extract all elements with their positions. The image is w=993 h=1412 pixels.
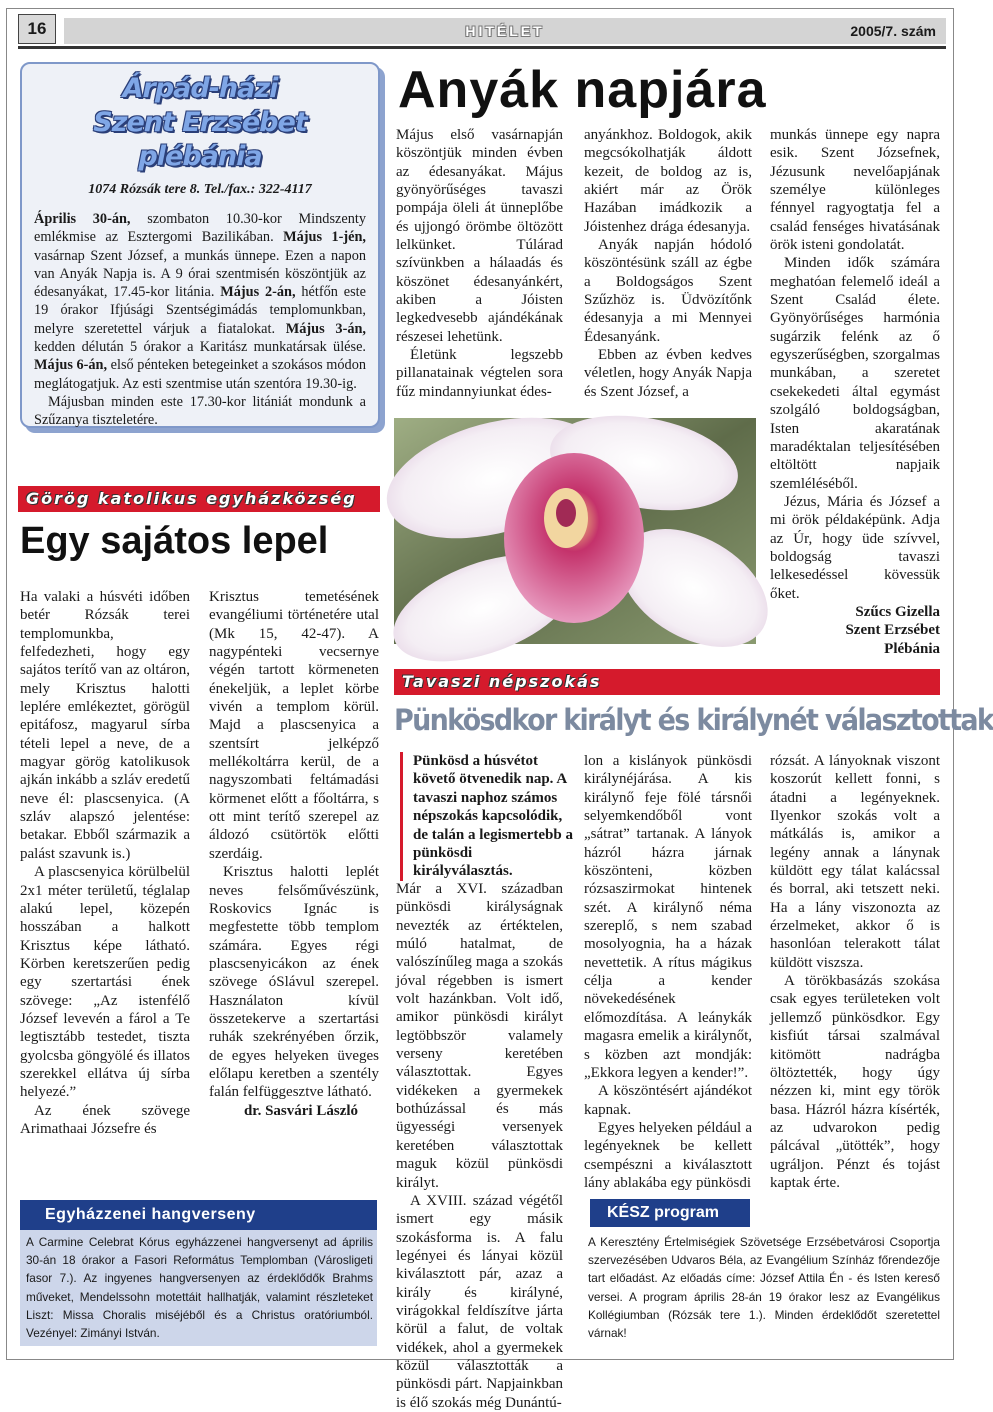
announcement-text: kedden délután 5 órakor a Karitász munkatársak ülése. xyxy=(34,339,366,356)
lepel-column-2 xyxy=(209,588,379,1120)
kesz-text: A Keresztény Értelmiségiek Szövetsége Erzsébetvárosi Csoportja szervezésében Udvaros Béla, az Evangélium Színház főrendezője tart előadást. Az előadás címe: József Attila Én - és Isten kereső versei. A program április 28-án 19 órakor lesz az Evangélikus Kollégiumban (Rózsák tere 1.). Minden érdeklődőt szeretettel várnak! xyxy=(588,1235,940,1341)
paragraph: lon a kislányok pünkösdi királynéjárása. A kis királynő feje fölé társnői selyemkendőből vont „sátrat” tartanak. A lányok házról házra járnak köszönteni, közben rózsaszirmokat hintenek szét. A királynő néma szereplő, s nem szabad mosolyognia, ha a házak nevettetik. A rítus mágikus célja a kender növekedésének előmozdítása. A leánykák magasra emelik a királynőt, s közben azt mondják: „Ekkora legyen a kender!”. xyxy=(584,753,752,1081)
paragraph: rózsát. A lányoknak viszont koszorút kellett fonni, s átadni a legényeknek. Ilyenkor szokás volt a mátkálás is, amikor a legény annak a lánynak küldött egy tálat kalácssal és borral, aki tetszett neki. Ha a lány viszonozta az érzelmeket, akkor ő is hasonlóan telerakott tálat küldött viszsza. xyxy=(770,753,940,971)
orchid-illustration xyxy=(394,418,756,644)
author-signature: dr. Sasvári László xyxy=(243,1102,359,1119)
anyak-column-1 xyxy=(396,126,563,401)
paragraph: Jézus, Mária és József a mi örök példaképünk. Adja az Úr, hogy üde szívvel, boldogság tavaszi lelkesedéssel kövessük őket. xyxy=(770,493,940,602)
section-band-gorog: Görög katolikus egyházközség xyxy=(18,486,380,512)
paragraph: Krisztus temetésének evangéliumi történetére utal (Mk 15, 42-47). A nagypénteki vecsernye végén tartott körmeneten énekeljük, a leplet körbe vivén a templom körül. Majd a plascsenyica a szentsírt jelképző mellékoltárra kerül, de a nagyszombati feltámadási körmenet előtt a főoltárra, s ott mint terítő szerepel az áldozó csütörtök előtti szerdáig. xyxy=(209,589,379,862)
announcement-date: Május 3-án, xyxy=(285,320,367,337)
paragraph: anyánkhoz. Boldogok, akik megcsókolhatják áldott kezeit, de boldog az is, akiért már az Örök Hazában imádkozik a Jóistenhez drága édesanyja. xyxy=(584,127,752,235)
article-title-punkosd: Pünkösdkor királyt és királynét választottak xyxy=(394,703,993,737)
anyak-column-3 xyxy=(770,126,940,658)
concert-text: A Carmine Celebrat Kórus egyházzenei hangversenyt ad április 30-án 18 órakor a Fasori Református Templomban (Városligeti fasor 7.). Az ingyenes hangversenyen az érdeklődők Brahms műveket, Mendelssohn motettáit hallhatják, valamint részleteket Liszt: Missa Choralis miséjéből és a Christus oratóriumból. Vezényel: Zimányi István. xyxy=(26,1235,373,1341)
announcement-text: hétfőn este 19 órakor Ifjúsági Szentségimádás templomunkban, melyre szeretettel várjuk a fiatalokat. xyxy=(34,284,366,337)
paragraph: munkás ünnepe egy napra esik. Szent Józsefnek, Jézusunk nevelőapjának személye különleges fénnyel ragyogtatja fel a család fenséges hivatásának örök isteni gondolatát. xyxy=(770,127,940,254)
announcement-date: Május 1-jén, xyxy=(283,229,366,246)
page-number: 16 xyxy=(18,14,56,44)
paragraph: Életünk legszebb pillanatainak végtelen sora fűz mindannyiunkat édes- xyxy=(396,347,563,400)
announcement-text: vasárnap Szent József, a munkás ünnepe. Ezen a napon van Anyák Napja is. A 9 órai szentmisén köszöntjük az édesanyákat, 17.45-kor litánia. xyxy=(34,247,366,301)
paragraph: Anyák napján hódoló köszöntésünk száll az égbe a Boldogságos Szent Szűzhöz is. Üdvözítőnk édesanyja a mi Mennyei Édesanyánk. xyxy=(584,237,752,345)
paragraph: Ebben az évben kedves véletlen, hogy Anyák Napja és Szent József, a xyxy=(584,347,752,400)
parish-address: 1074 Rózsák tere 8. Tel./fax.: 322-4117 xyxy=(88,182,312,197)
kesz-title: KÉSZ program xyxy=(590,1199,750,1227)
parish-box xyxy=(20,62,380,428)
lepel-column-1 xyxy=(20,588,190,1138)
paragraph: A köszöntésért ajándékot kapnak. xyxy=(584,1083,752,1118)
punkosd-column-1 xyxy=(396,880,563,1412)
issue-number: 2005/7. szám xyxy=(850,23,936,39)
anyak-column-2 xyxy=(584,126,752,401)
signature-line: Szent Erzsébet xyxy=(845,622,940,639)
concert-title: Egyházzenei hangverseny xyxy=(20,1200,377,1230)
masthead-band xyxy=(64,18,946,44)
paragraph: Minden idők számára meghatóan felemelő ideál a Szent Család élete. Gyönyörűséges harmónia sugárzik felénk az ő egyszerűségben, szorgalmas munkában, a szeretet csekekedeti által egymást szolgáló boldogságban, Isten akaratának maradéktalan teljesítésében eltöltött napjaik szemléléséből. xyxy=(770,255,940,492)
punkosd-column-3 xyxy=(770,752,940,1192)
announcement-text: első pénteken betegeinket a szokásos módon meglátogatjuk. Az esti szentmise után szentóra 19.30-ig. xyxy=(34,357,367,392)
announcement-date: Május 6-án, xyxy=(34,357,108,374)
paragraph: Már a XVI. században pünkösdi királyságnak nevezték az értéktelen, múló hatalmat, de valószínűleg maga a szokás jóval régebben is ismert volt hazánkban. Volt idő, amikor pünkösdi királyt legtöbbször valamely verseny keretében választottak. Egyes vidékeken a gyermekek bothúzással és más ügyességi versenyek keretében választottak maguk közül pünkösdi királyt. xyxy=(396,881,563,1191)
signature-line: Szűcs Gizella xyxy=(855,603,940,620)
paragraph: A XVIII. század végétől ismert egy másik szokásforma is. A falu legényei és lányai közül kiválasztott pár, azaz a király és királyné, virágokkal feldíszítve járta körül a falut, de voltak vidékek, ahol a gyermekek közül választották a pünkösdi párt. Napjainkban is élő szokás még Dunántú- xyxy=(396,1192,563,1411)
parish-title-line2: Szent Erzsébet plébánia xyxy=(93,107,307,172)
paragraph: Egyes helyeken például a legényeknek be kellett csempészni a kiválasztott lány ablakába egy pünkösdi xyxy=(584,1119,752,1191)
paragraph: A plascsenyica körülbelül 2x1 méter területű, téglalap alakú lepel, közepén hosszában a halkott Krisztus képe látható. Körben keretszerűen pedig egy szertartási ének szövege: „Az istenfélő József levevén a fárol a Te legtisztább testedet, tiszta gyolcsba göngyölé és illatos szerekkel ellátva új sírba helyezé.” xyxy=(20,864,190,1101)
punkosd-lead: Pünkösd a húsvétot követő ötvenedik nap. A tavaszi naphoz számos népszokás kapcsolódik, de talán a legismertebb a pünkösdi királyválasztás. xyxy=(400,752,575,881)
announcement-may: Májusban minden este 17.30-kor litániát mondunk a Szűzanya tiszteletére. xyxy=(34,393,366,429)
header-rule xyxy=(18,46,946,49)
punkosd-column-2 xyxy=(584,752,752,1192)
article-title-lepel: Egy sajátos lepel xyxy=(20,520,329,562)
parish-announcements xyxy=(34,210,366,430)
section-band-tavaszi: Tavaszi népszokás xyxy=(394,669,940,695)
paragraph: A törökbasázás szokása csak egyes területeken volt jellemző pünkösdkor. Egy kisfiút társai szalmával kitömött nadrágba öltöztették, hogy úgy nézzen ki, mint egy török basa. Házról házra kísérték, az udvarokon pedig pálcával „ütötték”, hogy ugráljon. Pénzt és tojást kaptak érte. xyxy=(770,973,940,1191)
magazine-name: HITÉLET xyxy=(465,23,545,39)
orchid-photo xyxy=(394,418,756,644)
signature-line: Plébánia xyxy=(884,640,940,657)
paragraph: Ha valaki a húsvéti időben betér Rózsák terei templomunkba, felfedezheti, hogy egy sajátos terítő van az oltáron, mely Krisztus halotti leplére emlékeztet, görögül epitáfosz, magyarul sírba tételi lepel a neve, de a magyar görög katolikusok ajkán inkább a szláv eredetű neve él: plascsenyica. (A szláv alapszó jelentése: betakar. Ebből származik a palást szavunk is.) xyxy=(20,589,190,862)
parish-title-line1: Árpád-házi xyxy=(122,73,278,104)
paragraph: Május első vasárnapján köszöntjük minden évben az édesanyákat. Május gyönyörűséges tavaszi pompája öleli át ünneplőbe és ujjongó örömbe öltözött lelkünket. Túlárad szívünkben a hálaadás és köszönet édesanyánkért, akiben a Jóisten legkedvesebb ajándékának részesei lehetünk. xyxy=(396,127,563,345)
paragraph: Krisztus halotti leplét neves felsőművészünk, Roskovics Ignác is megfestette több templom számára. Egyes régi plascsenyicákon az ének szövege óSlávul szerepel. Használaton kívül összetekerve a szertartási ruhák szekrényében őrzik, de egyes helyeken üveges előlapu keretben a szentély falán felfüggesztve látható. xyxy=(209,864,379,1101)
article-title-anyak: Anyák napjára xyxy=(398,61,767,119)
announcement-text: szombaton 10.30-kor Mindszenty emlékmise az Esztergomi Bazilikában. xyxy=(34,211,366,246)
paragraph: Az ének szövege Arimathaai Józsefre és xyxy=(20,1102,190,1137)
announcement-date: Május 2-án, xyxy=(220,284,296,301)
announcement-date: Április 30-án, xyxy=(34,211,131,227)
